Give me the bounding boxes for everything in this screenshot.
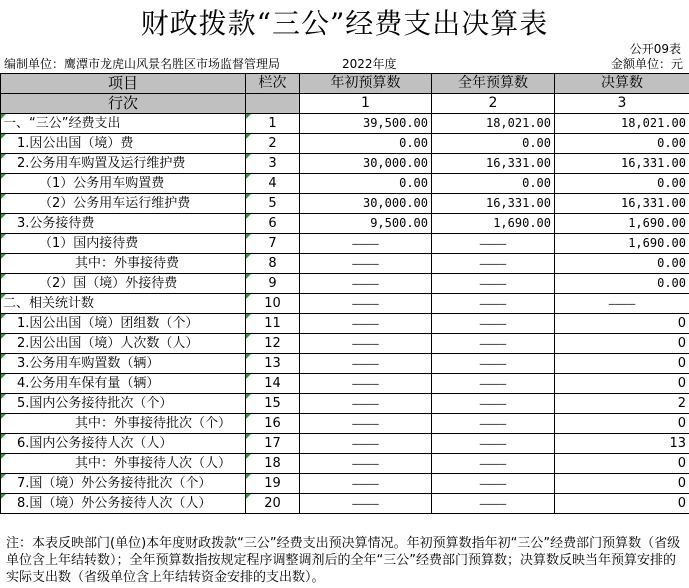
expense-table <box>0 73 689 514</box>
row-seq: 8 <box>246 254 300 274</box>
row-col1: ———— <box>300 294 432 314</box>
table-row <box>1 294 689 314</box>
row-col2: ———— <box>432 494 555 514</box>
row-col3: 0.00 <box>555 274 689 294</box>
line-number-seq <box>246 94 300 114</box>
row-col2: ———— <box>432 234 555 254</box>
row-col3: 0 <box>555 454 689 474</box>
row-seq: 12 <box>246 334 300 354</box>
row-col3: 18,021.00 <box>555 114 689 134</box>
table-row <box>1 134 689 154</box>
row-col1: 30,000.00 <box>300 194 432 214</box>
row-label: 二、相关统计数 <box>1 294 246 314</box>
row-seq: 6 <box>246 214 300 234</box>
row-col3: 0 <box>555 474 689 494</box>
table-row <box>1 454 689 474</box>
table-row <box>1 334 689 354</box>
row-label: 其中：外事接待批次（个） <box>1 414 246 434</box>
table-row <box>1 374 689 394</box>
row-seq: 18 <box>246 454 300 474</box>
row-seq: 13 <box>246 354 300 374</box>
row-col1: ———— <box>300 354 432 374</box>
header-seq: 栏次 <box>246 74 300 94</box>
header-col1: 年初预算数 <box>300 74 432 94</box>
row-seq: 5 <box>246 194 300 214</box>
row-col3: 16,331.00 <box>555 154 689 174</box>
row-label: 2.公务用车购置及运行维护费 <box>1 154 246 174</box>
line-number-c3: 3 <box>555 94 689 114</box>
row-col1: ———— <box>300 334 432 354</box>
row-col1: ———— <box>300 254 432 274</box>
row-seq: 11 <box>246 314 300 334</box>
row-seq: 10 <box>246 294 300 314</box>
row-label: 5.国内公务接待批次（个） <box>1 394 246 414</box>
row-col3: 1,690.00 <box>555 234 689 254</box>
table-row <box>1 254 689 274</box>
header-item: 项目 <box>1 74 246 94</box>
row-col3: 0.00 <box>555 134 689 154</box>
row-col2: 1,690.00 <box>432 214 555 234</box>
row-col1: 30,000.00 <box>300 154 432 174</box>
row-col2: 16,331.00 <box>432 154 555 174</box>
table-row <box>1 234 689 254</box>
row-seq: 16 <box>246 414 300 434</box>
row-col2: ———— <box>432 474 555 494</box>
row-label: 1.因公出国（境）团组数（个） <box>1 314 246 334</box>
row-col3: 0 <box>555 374 689 394</box>
row-label: 一、“三公”经费支出 <box>1 114 246 134</box>
table-row <box>1 414 689 434</box>
row-col2: 16,331.00 <box>432 194 555 214</box>
table-title: 财政拨款“三公”经费支出决算表 <box>140 7 549 40</box>
table-row <box>1 274 689 294</box>
row-seq: 20 <box>246 494 300 514</box>
row-label: 1.因公出国（境）费 <box>1 134 246 154</box>
row-seq: 15 <box>246 394 300 414</box>
row-seq: 19 <box>246 474 300 494</box>
row-col1: ———— <box>300 414 432 434</box>
row-seq: 17 <box>246 434 300 454</box>
row-seq: 2 <box>246 134 300 154</box>
row-col1: 9,500.00 <box>300 214 432 234</box>
row-seq: 3 <box>246 154 300 174</box>
row-col1: ———— <box>300 274 432 294</box>
organization: 编制单位：鹰潭市龙虎山风景名胜区市场监督管理局 <box>4 57 281 71</box>
row-col1: ———— <box>300 374 432 394</box>
table-row <box>1 314 689 334</box>
row-seq: 14 <box>246 374 300 394</box>
row-col1: 0.00 <box>300 134 432 154</box>
row-col2: ———— <box>432 294 555 314</box>
table-row <box>1 174 689 194</box>
row-col3: 0 <box>555 494 689 514</box>
row-col1: ———— <box>300 234 432 254</box>
row-col2: ———— <box>432 314 555 334</box>
row-col3: 16,331.00 <box>555 194 689 214</box>
row-label: 8.国（境）外公务接待人次（人） <box>1 494 246 514</box>
table-row <box>1 354 689 374</box>
table-row <box>1 214 689 234</box>
row-col2: 0.00 <box>432 134 555 154</box>
row-col1: ———— <box>300 314 432 334</box>
row-label: 4.公务用车保有量（辆） <box>1 374 246 394</box>
row-seq: 9 <box>246 274 300 294</box>
row-label: 2.因公出国（境）人次数（人） <box>1 334 246 354</box>
fiscal-year: 2022年度 <box>342 57 397 71</box>
row-col3: 2 <box>555 394 689 414</box>
row-label: （1）国内接待费 <box>1 234 246 254</box>
row-label: （2）国（境）外接待费 <box>1 274 246 294</box>
row-label: 其中：外事接待费 <box>1 254 246 274</box>
row-col3: 0 <box>555 314 689 334</box>
row-label: 6.国内公务接待人次（人） <box>1 434 246 454</box>
row-col2: ———— <box>432 414 555 434</box>
row-seq: 1 <box>246 114 300 134</box>
row-col1: ———— <box>300 394 432 414</box>
footnote: 注：本表反映部门(单位)本年度财政拨款“三公”经费支出预决算情况。年初预算数指年初“三公”经费部门预算数（省级单位含上年结转数）；全年预算数指按规定程序调整调剂后的全年“三公”经费部门预算数；决算数反映当年预算安排的实际支出数（省级单位含上年结转资金安排的支出数）。 <box>6 536 681 585</box>
row-col3: 0 <box>555 414 689 434</box>
row-col1: 0.00 <box>300 174 432 194</box>
row-col1: ———— <box>300 494 432 514</box>
row-col3: 0 <box>555 354 689 374</box>
row-col3: 13 <box>555 434 689 454</box>
row-col2: ———— <box>432 394 555 414</box>
table-row <box>1 394 689 414</box>
row-col2: ———— <box>432 374 555 394</box>
row-col3: ———— <box>555 294 689 314</box>
table-code: 公开09表 <box>629 42 681 56</box>
header-row <box>1 74 689 94</box>
header-col3: 决算数 <box>555 74 689 94</box>
row-col2: 18,021.00 <box>432 114 555 134</box>
row-label: （2）公务用车运行维护费 <box>1 194 246 214</box>
row-col2: 0.00 <box>432 174 555 194</box>
line-number-row <box>1 94 689 114</box>
money-unit: 金额单位：元 <box>610 57 683 71</box>
row-col1: 39,500.00 <box>300 114 432 134</box>
row-col2: ———— <box>432 274 555 294</box>
row-seq: 7 <box>246 234 300 254</box>
table-row <box>1 434 689 454</box>
row-col2: ———— <box>432 254 555 274</box>
row-col3: 0 <box>555 334 689 354</box>
row-seq: 4 <box>246 174 300 194</box>
table-row <box>1 194 689 214</box>
row-col3: 0.00 <box>555 174 689 194</box>
row-col1: ———— <box>300 454 432 474</box>
unit-line <box>0 54 689 70</box>
row-label: 7.国（境）外公务接待批次（个） <box>1 474 246 494</box>
row-col2: ———— <box>432 434 555 454</box>
line-number-c2: 2 <box>432 94 555 114</box>
table-row <box>1 494 689 514</box>
line-number-label: 行次 <box>1 94 246 114</box>
row-label: 其中：外事接待人次（人） <box>1 454 246 474</box>
row-label: 3.公务用车购置数（辆） <box>1 354 246 374</box>
header-col2: 全年预算数 <box>432 74 555 94</box>
line-number-c1: 1 <box>300 94 432 114</box>
table-row <box>1 474 689 494</box>
table-row <box>1 114 689 134</box>
row-label: 3.公务接待费 <box>1 214 246 234</box>
row-col1: ———— <box>300 474 432 494</box>
table-row <box>1 154 689 174</box>
row-col2: ———— <box>432 354 555 374</box>
row-label: （1）公务用车购置费 <box>1 174 246 194</box>
row-col3: 0.00 <box>555 254 689 274</box>
row-col1: ———— <box>300 434 432 454</box>
row-col3: 1,690.00 <box>555 214 689 234</box>
row-col2: ———— <box>432 334 555 354</box>
row-col2: ———— <box>432 454 555 474</box>
